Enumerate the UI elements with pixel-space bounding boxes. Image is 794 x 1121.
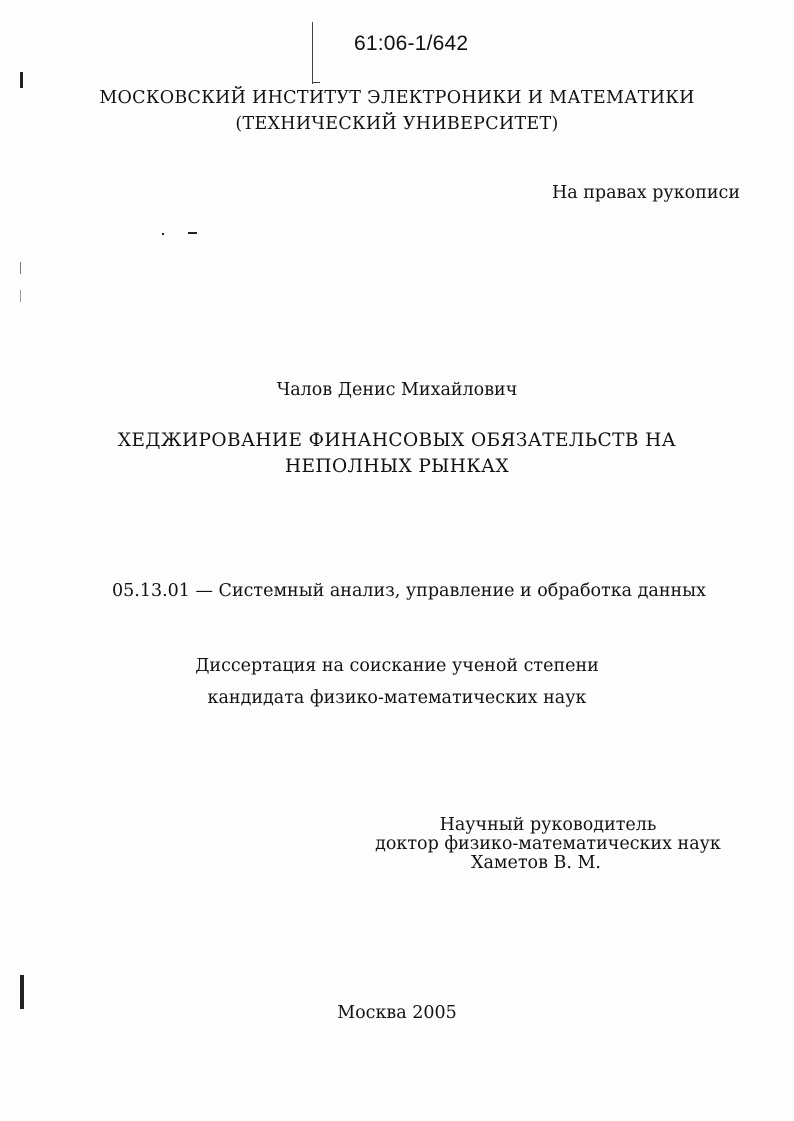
city-year: Москва 2005 — [337, 1003, 457, 1023]
supervisor-name: Хаметов В. М. — [471, 853, 601, 873]
scan-mark-top-rule — [312, 22, 313, 84]
archive-stamp-code: 61:06-1/642 — [354, 32, 469, 55]
degree-line2: кандидата физико-математических наук — [207, 688, 587, 708]
scan-mark-left-top — [20, 72, 23, 88]
supervisor-role: Научный руководитель — [439, 815, 657, 835]
supervisor-degree: доктор физико-математических наук — [375, 834, 721, 854]
specialty-code: 05.13.01 — Системный анализ, управление и обработка данных — [112, 581, 706, 601]
rights-note: На правах рукописи — [551, 183, 740, 203]
institute-subtitle: (ТЕХНИЧЕСКИЙ УНИВЕРСИТЕТ) — [235, 114, 559, 134]
scan-mark-left-mid2 — [20, 290, 21, 302]
scan-mark-left-mid — [20, 262, 21, 274]
author-name: Чалов Денис Михайлович — [276, 380, 518, 400]
scan-mark-top-tick — [312, 82, 320, 83]
degree-line1: Диссертация на соискание ученой степени — [195, 656, 599, 676]
thesis-title-line2: НЕПОЛНЫХ РЫНКАХ — [284, 456, 510, 477]
thesis-title-line1: ХЕДЖИРОВАНИЕ ФИНАНСОВЫХ ОБЯЗАТЕЛЬСТВ НА — [117, 430, 677, 451]
scan-mark-dash — [188, 232, 197, 234]
scan-mark-dot — [162, 233, 164, 235]
institute-name: МОСКОВСКИЙ ИНСТИТУТ ЭЛЕКТРОНИКИ И МАТЕМАТИКИ — [99, 88, 695, 108]
